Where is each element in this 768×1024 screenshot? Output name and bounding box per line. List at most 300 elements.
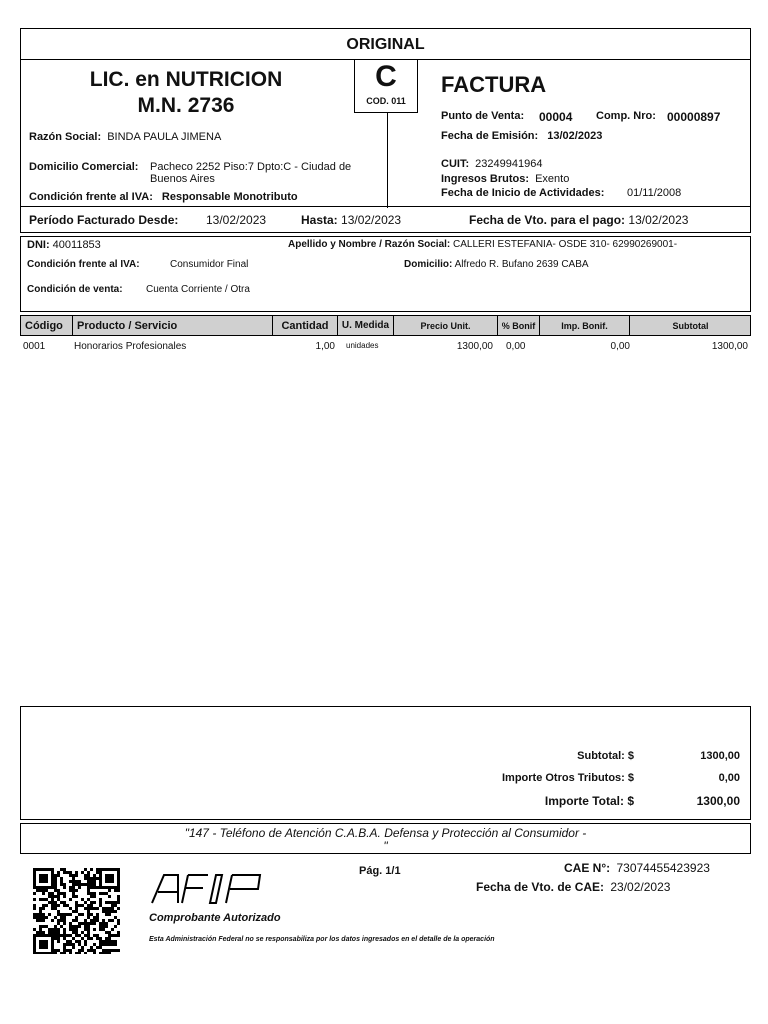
qr-module [54,934,57,937]
qr-module [117,871,120,874]
qr-module [75,904,78,907]
qr-module [51,937,54,940]
consumer-note-line1: "147 - Teléfono de Atención C.A.B.A. Defensa y Protección al Consumidor - [184,826,587,840]
qr-module [36,934,39,937]
qr-module [51,898,54,901]
qr-module [108,877,111,880]
qr-module [87,925,90,928]
qr-module [111,928,114,931]
qr-module [45,868,48,871]
qr-module [99,925,102,928]
fecha-emision-label: Fecha de Emisión: [441,130,539,142]
client-iva-value: Consumidor Final [170,259,249,270]
qr-module [87,922,90,925]
qr-module [39,940,42,943]
qr-module [84,874,87,877]
qr-module [114,949,117,952]
qr-module [93,874,96,877]
qr-module [93,916,96,919]
qr-module [105,886,108,889]
copy-label: ORIGINAL [346,36,425,53]
qr-module [33,874,36,877]
otros-tributos-label: Importe Otros Tributos: $ [501,772,634,784]
qr-module [63,892,66,895]
row-precio: 1300,00 [456,341,493,352]
qr-module [33,940,36,943]
qr-module [75,934,78,937]
qr-module [93,919,96,922]
qr-module [72,886,75,889]
qr-module [72,880,75,883]
qr-module [87,913,90,916]
qr-module [90,880,93,883]
qr-module [84,943,87,946]
qr-module [99,940,102,943]
qr-module [45,886,48,889]
qr-module [60,880,63,883]
qr-module [51,904,54,907]
qr-module [93,943,96,946]
qr-module [57,895,60,898]
qr-module [69,913,72,916]
qr-module [93,883,96,886]
qr-module [42,892,45,895]
invoice-type-code: COD. 011 [366,96,406,106]
qr-module [33,880,36,883]
qr-module [39,898,42,901]
qr-module [78,886,81,889]
qr-module [39,910,42,913]
cuit-value: 23249941964 [475,158,543,170]
qr-module [33,952,36,954]
qr-module [51,919,54,922]
qr-code-graphic [32,868,122,954]
col-header-bonif-pct: % Bonif [498,316,540,336]
qr-module [108,919,111,922]
qr-module [39,874,42,877]
qr-module [84,940,87,943]
qr-module [84,907,87,910]
qr-module [102,886,105,889]
qr-module [81,949,84,952]
qr-module [111,907,114,910]
qr-module [57,922,60,925]
qr-module [105,892,108,895]
qr-module [54,880,57,883]
qr-module [63,895,66,898]
qr-module [78,922,81,925]
qr-module [111,886,114,889]
qr-module [57,871,60,874]
qr-module [39,931,42,934]
qr-module [54,886,57,889]
qr-module [54,949,57,952]
qr-module [105,952,108,954]
qr-module [42,952,45,954]
qr-module [99,886,102,889]
qr-module [57,898,60,901]
qr-module [39,880,42,883]
qr-module [105,937,108,940]
qr-module [60,868,63,871]
qr-module [57,892,60,895]
qr-module [117,898,120,901]
qr-module [102,922,105,925]
qr-module [84,952,87,954]
qr-module [33,871,36,874]
qr-module [99,952,102,954]
qr-module [57,904,60,907]
qr-module [48,931,51,934]
row-imp-bonif: 0,00 [610,341,630,352]
qr-module [51,943,54,946]
qr-module [117,922,120,925]
qr-module [66,943,69,946]
qr-module [117,949,120,952]
qr-module [72,910,75,913]
qr-module [51,940,54,943]
qr-module [75,871,78,874]
inicio-actividades-value: 01/11/2008 [627,187,682,199]
period-hasta-row [301,213,401,227]
qr-module [87,934,90,937]
qr-module [84,877,87,880]
qr-module [108,910,111,913]
qr-module [36,931,39,934]
qr-module [72,883,75,886]
qr-module [111,877,114,880]
qr-module [102,910,105,913]
qr-module [33,877,36,880]
col-header-imp-bonif: Imp. Bonif. [540,316,630,336]
client-dni-value: 40011853 [52,239,101,251]
qr-module [75,883,78,886]
qr-module [75,901,78,904]
qr-module [93,907,96,910]
qr-module [57,931,60,934]
qr-module [111,901,114,904]
qr-module [75,940,78,943]
client-dni-label: DNI: [27,239,50,251]
qr-module [51,877,54,880]
qr-module [54,907,57,910]
qr-module [87,904,90,907]
qr-module [111,904,114,907]
qr-module [99,871,102,874]
qr-module [99,877,102,880]
qr-module [45,904,48,907]
qr-module [54,874,57,877]
qr-module [33,946,36,949]
qr-module [57,919,60,922]
qr-module [117,889,120,892]
qr-module [69,889,72,892]
qr-module [39,925,42,928]
qr-module [111,880,114,883]
qr-module [90,946,93,949]
qr-module [93,949,96,952]
comp-nro-label: Comp. Nro: [596,110,656,122]
qr-module [75,895,78,898]
qr-module [117,901,120,904]
qr-module [87,907,90,910]
period-desde-value: 13/02/2023 [206,213,267,227]
qr-module [69,952,72,954]
qr-module [117,883,120,886]
qr-module [42,898,45,901]
period-box [20,206,751,233]
qr-module [114,886,117,889]
qr-module [78,952,81,954]
qr-module [42,925,45,928]
qr-module [108,934,111,937]
qr-module [39,913,42,916]
qr-module [108,901,111,904]
qr-module [51,934,54,937]
col-header-codigo: Código [21,316,73,336]
qr-module [72,937,75,940]
qr-module [54,895,57,898]
period-hasta-value: 13/02/2023 [341,213,402,227]
qr-module [117,868,120,871]
qr-module [111,943,114,946]
qr-module [108,931,111,934]
qr-module [90,877,93,880]
qr-module [48,895,51,898]
qr-module [99,883,102,886]
header-divider [387,113,388,208]
qr-module [108,907,111,910]
qr-module [72,946,75,949]
qr-module [90,886,93,889]
qr-module [87,874,90,877]
qr-module [45,952,48,954]
qr-module [36,916,39,919]
client-nombre-row [288,239,677,250]
qr-module [57,874,60,877]
qr-module [36,913,39,916]
qr-module [93,880,96,883]
qr-module [72,892,75,895]
client-nombre-value: CALLERI ESTEFANIA- OSDE 310- 62990269001- [453,239,678,250]
qr-module [81,904,84,907]
qr-module [48,934,51,937]
qr-module [33,913,36,916]
qr-module [117,880,120,883]
qr-module [114,925,117,928]
qr-module [45,916,48,919]
qr-module [75,919,78,922]
qr-module [69,880,72,883]
qr-module [108,937,111,940]
issuer-title-line2: M.N. 2736 [137,94,235,117]
qr-module [63,946,66,949]
client-dni-row [27,239,101,251]
row-subtotal: 1300,00 [711,341,748,352]
qr-module [45,946,48,949]
qr-module [42,907,45,910]
qr-module [78,943,81,946]
qr-module [45,889,48,892]
qr-module [96,868,99,871]
qr-module [60,919,63,922]
qr-module [66,871,69,874]
qr-module [33,943,36,946]
qr-module [36,868,39,871]
qr-module [78,934,81,937]
qr-module [87,871,90,874]
qr-module [90,913,93,916]
fecha-emision-value: 13/02/2023 [547,130,603,142]
qr-module [60,925,63,928]
qr-module [33,892,36,895]
qr-module [57,937,60,940]
qr-module [33,883,36,886]
punto-venta-label: Punto de Venta: [441,110,525,122]
qr-module [57,949,60,952]
qr-module [105,925,108,928]
col-header-subtotal: Subtotal [672,321,709,331]
qr-module [87,916,90,919]
qr-module [69,940,72,943]
qr-module [114,940,117,943]
qr-module [63,919,66,922]
qr-module [60,877,63,880]
qr-module [33,904,36,907]
qr-module [93,877,96,880]
qr-module [111,949,114,952]
qr-module [66,913,69,916]
razon-social-label: Razón Social: [29,131,102,143]
qr-module [96,916,99,919]
qr-module [42,943,45,946]
qr-module [75,931,78,934]
period-vto-row [469,213,688,227]
qr-module [93,886,96,889]
qr-module [81,871,84,874]
otros-tributos-value: 0,00 [718,772,740,784]
qr-module [63,901,66,904]
qr-module [42,904,45,907]
issuer-iva-row [29,191,298,203]
qr-module [63,871,66,874]
qr-module [42,931,45,934]
consumer-note-box [20,823,751,854]
qr-module [105,874,108,877]
qr-module [51,880,54,883]
qr-module [33,928,36,931]
qr-module [99,880,102,883]
client-domicilio-value: Alfredo R. Bufano 2639 CABA [454,259,589,270]
qr-module [63,931,66,934]
period-desde-label: Período Facturado Desde: [29,213,179,227]
qr-module [51,946,54,949]
invoice-title: FACTURA [441,72,547,97]
cae-value: 73074455423923 [616,861,710,875]
razon-social-row [29,131,221,143]
qr-module [66,934,69,937]
qr-module [57,910,60,913]
qr-module [39,889,42,892]
qr-module [96,907,99,910]
row-producto: Honorarios Profesionales [74,341,187,352]
qr-module [75,916,78,919]
qr-module [96,934,99,937]
cae-row [564,861,710,875]
qr-module [51,895,54,898]
qr-module [42,868,45,871]
qr-module [63,952,66,954]
qr-module [108,880,111,883]
qr-module [105,901,108,904]
qr-module [66,949,69,952]
qr-module [51,952,54,954]
qr-module [42,919,45,922]
col-header-umedida: U. Medida [338,316,394,336]
qr-module [54,916,57,919]
qr-module [114,934,117,937]
qr-module [93,928,96,931]
qr-module [114,889,117,892]
qr-code [32,868,122,954]
client-domicilio-row [404,259,589,270]
qr-module [102,907,105,910]
qr-module [102,940,105,943]
qr-module [87,931,90,934]
qr-module [39,943,42,946]
qr-module [111,910,114,913]
qr-module [99,904,102,907]
qr-module [33,868,36,871]
qr-module [69,922,72,925]
qr-module [45,874,48,877]
qr-module [99,943,102,946]
qr-module [117,874,120,877]
qr-module [39,868,42,871]
qr-module [75,925,78,928]
qr-module [108,940,111,943]
cae-vto-value: 23/02/2023 [610,880,671,894]
qr-module [57,940,60,943]
ingresos-brutos-value: Exento [535,173,570,185]
qr-module [111,934,114,937]
col-header-producto: Producto / Servicio [73,316,273,336]
qr-module [105,943,108,946]
comprobante-autorizado: Comprobante Autorizado [149,912,281,924]
qr-module [72,943,75,946]
col-header-precio: Precio Unit. [394,316,498,336]
qr-module [51,874,54,877]
qr-module [54,928,57,931]
qr-module [87,910,90,913]
qr-module [54,952,57,954]
qr-module [48,901,51,904]
items-table-header [20,315,751,336]
qr-module [66,904,69,907]
qr-module [96,913,99,916]
row-cantidad: 1,00 [315,341,335,352]
qr-module [105,940,108,943]
qr-module [63,913,66,916]
qr-module [51,892,54,895]
qr-module [84,922,87,925]
qr-module [39,919,42,922]
domicilio-comercial-label: Domicilio Comercial: [29,161,139,173]
qr-module [90,949,93,952]
period-vto-label: Fecha de Vto. para el pago: [469,213,626,227]
qr-module [36,952,39,954]
qr-module [111,874,114,877]
